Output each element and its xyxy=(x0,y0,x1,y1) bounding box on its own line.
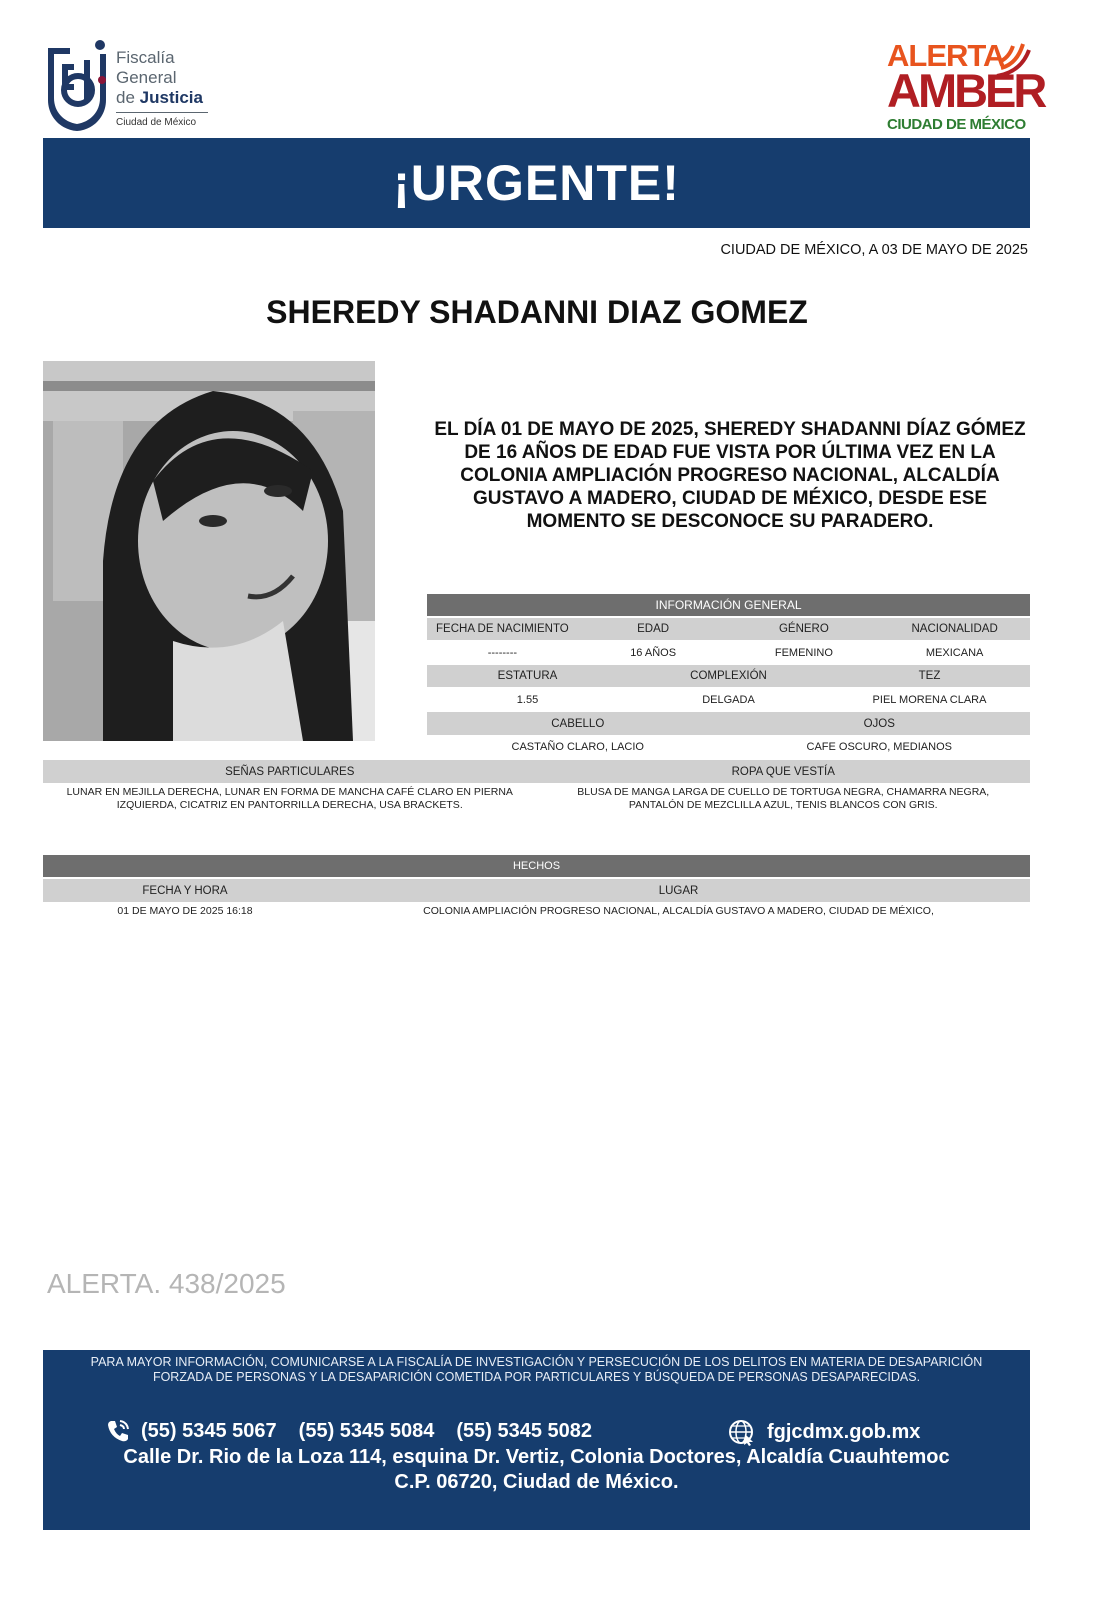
value-eyes: CAFE OSCURO, MEDIANOS xyxy=(806,741,952,753)
value-age: 16 AÑOS xyxy=(630,647,677,659)
hechos-title: HECHOS xyxy=(43,855,1030,877)
header-datetime: FECHA Y HORA xyxy=(142,884,228,897)
signal-waves-icon xyxy=(995,38,1031,82)
fgj-line-3-prefix: de xyxy=(116,88,135,107)
value-birthdate: -------- xyxy=(487,647,518,659)
value-build: DELGADA xyxy=(702,694,755,706)
phone-number-2[interactable]: (55) 5345 5084 xyxy=(298,1419,435,1442)
amber-alert-logo xyxy=(887,38,1045,134)
website-link[interactable]: fgjcdmx.gob.mx xyxy=(767,1420,921,1443)
address-line-2: C.P. 06720, Ciudad de México. xyxy=(394,1471,679,1493)
value-place: COLONIA AMPLIACIÓN PROGRESO NACIONAL, ALCALDÍA GUSTAVO A MADERO, CIUDAD DE MÉXICO, xyxy=(423,905,934,917)
phone-icon xyxy=(105,1418,131,1444)
header-hair: CABELLO xyxy=(551,717,605,730)
fgj-logo xyxy=(44,40,214,136)
phone-number-1[interactable]: (55) 5345 5067 xyxy=(141,1419,277,1442)
header-birthdate: FECHA DE NACIMIENTO xyxy=(436,623,569,635)
features-header-row xyxy=(43,760,1030,783)
header-place: LUGAR xyxy=(658,884,699,897)
fgj-line-2: General xyxy=(116,68,177,87)
amber-amber-text: AMBER xyxy=(887,64,1045,117)
contact-footer xyxy=(43,1350,1030,1530)
header-distinguishing-marks: SEÑAS PARTICULARES xyxy=(225,765,355,778)
info-header-row-3 xyxy=(427,712,1030,735)
header-nationality: NACIONALIDAD xyxy=(911,623,998,635)
amber-alerta-text: ALERTA xyxy=(887,38,1005,73)
person-name: SHEREDY SHADANNI DIAZ GOMEZ xyxy=(266,294,808,330)
fgj-line-3-bold: Justicia xyxy=(139,88,203,107)
fgj-subtitle: Ciudad de México xyxy=(116,117,197,128)
value-clothing: BLUSA DE MANGA LARGA DE CUELLO DE TORTUGA NEGRA, CHAMARRA NEGRA, PANTALÓN DE MEZCLILLA AZUL, TENIS BLANCOS CON GRIS. xyxy=(577,786,990,811)
date-line: CIUDAD DE MÉXICO, A 03 DE MAYO DE 2025 xyxy=(720,242,1028,258)
fgj-divider xyxy=(116,112,208,113)
alert-number: ALERTA. 438/2025 xyxy=(47,1268,286,1299)
header-clothing: ROPA QUE VESTÍA xyxy=(731,765,835,778)
amber-cdmx-text: CIUDAD DE MÉXICO xyxy=(887,116,1026,133)
header-build: COMPLEXIÓN xyxy=(690,670,767,682)
info-header-row-1 xyxy=(427,618,1030,640)
phone-list xyxy=(105,1418,592,1444)
fgj-line-1: Fiscalía xyxy=(116,48,175,67)
header-complexion: TEZ xyxy=(918,670,941,682)
header-age: EDAD xyxy=(637,623,670,635)
fgj-emblem-icon xyxy=(44,40,110,132)
incident-description: EL DÍA 01 DE MAYO DE 2025, SHEREDY SHADANNI DÍAZ GÓMEZ DE 16 AÑOS DE EDAD FUE VISTA POR ÚLTIMA VEZ EN LA COLONIA AMPLIACIÓN PROGRESO NACIONAL, ALCALDÍA GUSTAVO A MADERO, CIUDAD DE MÉXICO, DESDE ESE MOMENTO SE DESCONOCE SU PARADERO. xyxy=(434,419,1026,532)
value-distinguishing-marks: LUNAR EN MEJILLA DERECHA, LUNAR EN FORMA DE MANCHA CAFÉ CLARO EN PIERNA IZQUIERDA, CICATRIZ EN PANTORRILLA DERECHA, USA BRACKETS. xyxy=(66,786,513,811)
info-value-row-2 xyxy=(427,689,1030,711)
portrait-image xyxy=(43,361,375,741)
info-general-title: INFORMACIÓN GENERAL xyxy=(427,594,1030,616)
address-line-1: Calle Dr. Rio de la Loza 114, esquina Dr. Vertiz, Colonia Doctores, Alcaldía Cuauhtemoc xyxy=(123,1446,950,1468)
features-value-row xyxy=(43,784,1030,814)
person-photo xyxy=(43,361,375,741)
urgent-banner: ¡URGENTE! xyxy=(43,138,1030,228)
value-gender: FEMENINO xyxy=(774,647,833,659)
value-hair: CASTAÑO CLARO, LACIO xyxy=(511,741,644,753)
info-value-row-1 xyxy=(427,642,1030,664)
header-gender: GÉNERO xyxy=(778,623,829,635)
website-block xyxy=(727,1418,920,1446)
header-height: ESTATURA xyxy=(497,670,558,682)
value-nationality: MEXICANA xyxy=(925,647,984,659)
globe-icon xyxy=(727,1418,755,1446)
phone-number-3[interactable]: (55) 5345 5082 xyxy=(456,1419,593,1442)
info-header-row-2 xyxy=(427,665,1030,687)
address-block xyxy=(43,1445,1030,1495)
header-eyes: OJOS xyxy=(863,717,895,730)
footer-legal-text: PARA MAYOR INFORMACIÓN, COMUNICARSE A LA FISCALÍA DE INVESTIGACIÓN Y PERSECUCIÓN DE LOS DELITOS EN MATERIA DE DESAPARICIÓN FORZADA DE PERSONAS Y LA DESAPARICIÓN COMETIDA POR PARTICULARES Y BÚSQUEDA DE PERSONAS DESAPARECIDAS. xyxy=(90,1355,983,1384)
info-value-row-3 xyxy=(427,736,1030,758)
value-complexion: PIEL MORENA CLARA xyxy=(872,694,987,706)
hechos-header-row xyxy=(43,879,1030,902)
hechos-value-row xyxy=(43,902,1030,920)
value-datetime: 01 DE MAYO DE 2025 16:18 xyxy=(117,905,253,917)
value-height: 1.55 xyxy=(516,694,539,706)
